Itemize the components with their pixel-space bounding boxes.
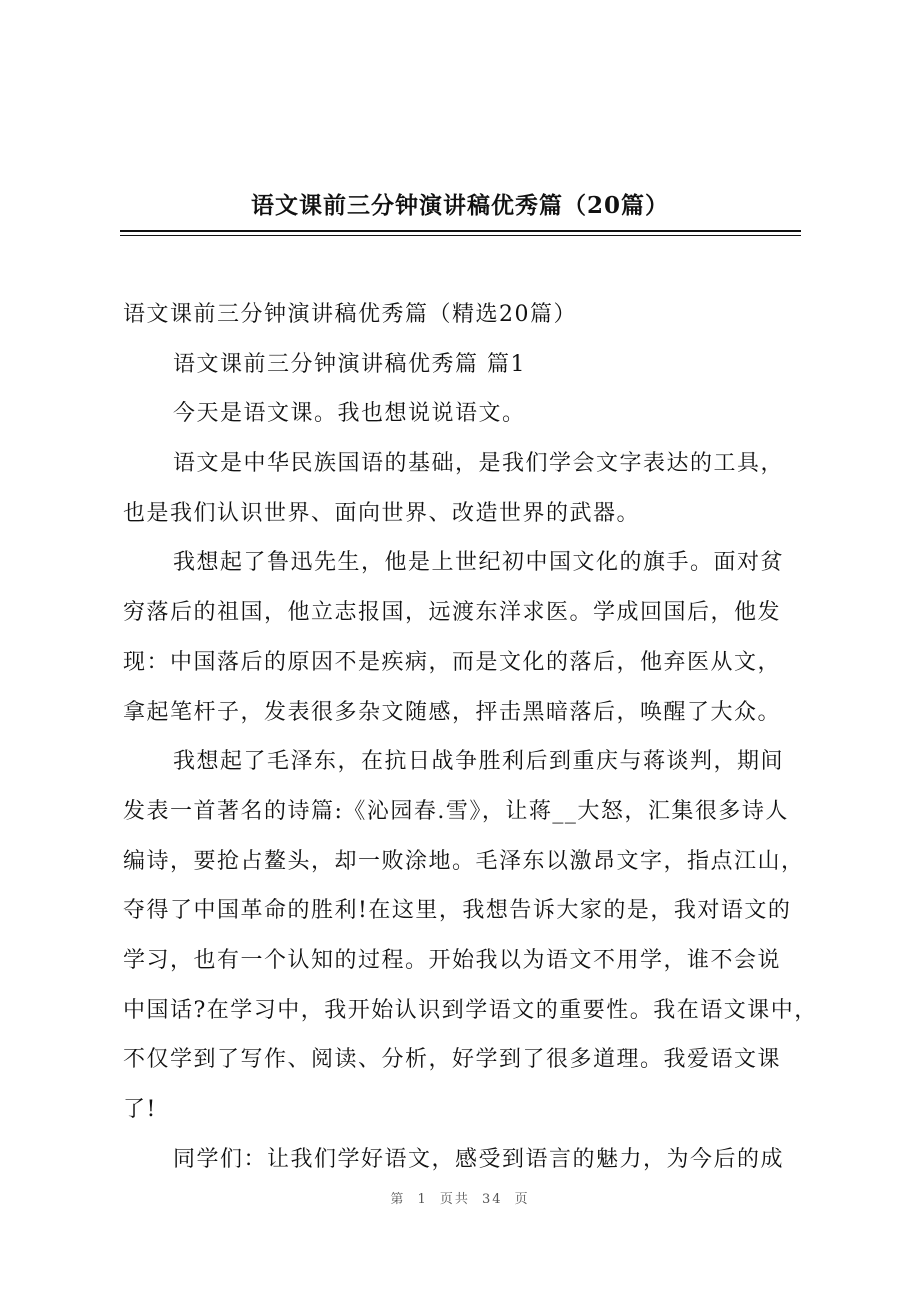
document-body bbox=[123, 290, 823, 1184]
paragraph-line: 学习，也有一个认知的过程。开始我以为语文不用学，谁不会说 bbox=[123, 947, 782, 973]
paragraph-line: 同学们：让我们学好语文，感受到语言的魅力，为今后的成 bbox=[173, 1146, 785, 1172]
paragraph-line: 拿起笔杆子，发表很多杂文随感，抨击黑暗落后，唤醒了大众。 bbox=[123, 699, 782, 725]
paragraph-line: 今天是语文课。我也想说说语文。 bbox=[173, 401, 526, 427]
page-title: 语文课前三分钟演讲稿优秀篇（20篇） bbox=[250, 192, 669, 219]
subtitle-line: 语文课前三分钟演讲稿优秀篇（精选20篇） bbox=[123, 302, 577, 327]
paragraph-line: 现：中国落后的原因不是疾病，而是文化的落后，他弃医从文， bbox=[123, 649, 782, 675]
page-number-footer: 第 1 页共 34 页 bbox=[390, 1192, 530, 1207]
paragraph-line: 我想起了鲁迅先生，他是上世纪初中国文化的旗手。面对贫 bbox=[173, 550, 785, 576]
title-divider-thin bbox=[120, 235, 801, 236]
section-heading: 语文课前三分钟演讲稿优秀篇 篇1 bbox=[173, 351, 526, 377]
paragraph-line: 也是我们认识世界、面向世界、改造世界的武器。 bbox=[123, 500, 641, 526]
paragraph-line: 不仅学到了写作、阅读、分析，好学到了很多道理。我爱语文课 bbox=[123, 1047, 782, 1073]
paragraph-line: 发表一首著名的诗篇:《沁园春.雪》，让蒋__大怒，汇集很多诗人 bbox=[123, 798, 789, 824]
title-divider-thick bbox=[120, 230, 801, 232]
paragraph-line: 了! bbox=[123, 1097, 157, 1122]
paragraph-line: 夺得了中国革命的胜利!在这里，我想告诉大家的是，我对语文的 bbox=[123, 898, 792, 924]
paragraph-line: 穷落后的祖国，他立志报国，远渡东洋求医。学成回国后，他发 bbox=[123, 600, 782, 626]
paragraph-line: 中国话?在学习中，我开始认识到学语文的重要性。我在语文课中， bbox=[123, 997, 818, 1023]
paragraph-line: 编诗，要抢占鳌头，却一败涂地。毛泽东以激昂文字，指点江山， bbox=[123, 848, 805, 874]
paragraph-line: 语文是中华民族国语的基础，是我们学会文字表达的工具， bbox=[173, 451, 785, 477]
paragraph-line: 我想起了毛泽东，在抗日战争胜利后到重庆与蒋谈判，期间 bbox=[173, 749, 785, 775]
